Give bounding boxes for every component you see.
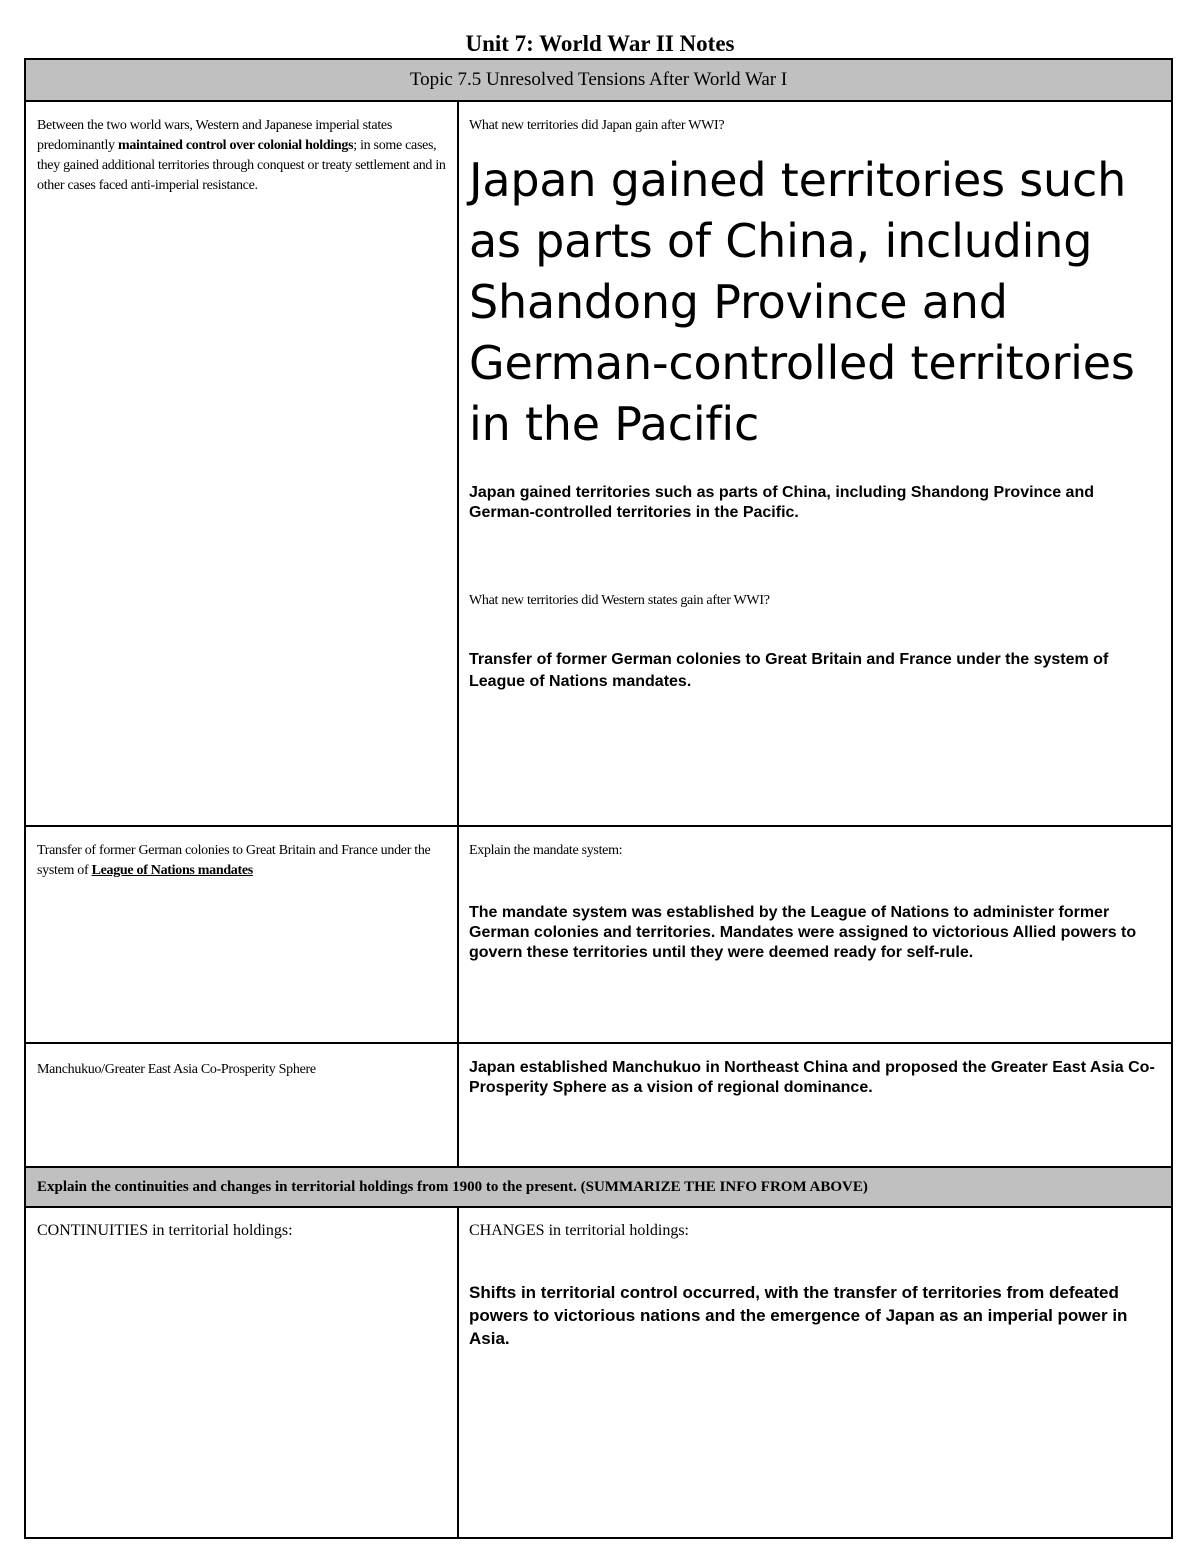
summary-prompt: Explain the continuities and changes in territorial holdings from 1900 to the present. (SUMMARIZE THE INFO FROM ABOVE): [25, 1167, 1172, 1207]
answer-cell-manchukuo: [458, 1043, 1172, 1167]
answer-japan-territories[interactable]: Japan gained territories such as parts of China, including Shandong Province and German-controlled territories in the Pacific.: [469, 484, 1094, 521]
table-row: [25, 101, 1172, 826]
document-title: Unit 7: World War II Notes: [465, 31, 735, 56]
note-text: ; in some cases, they gained additional territories through conquest or treaty settlement and in other cases faced anti-imperial resistance.: [37, 138, 446, 193]
answer-japan-territories-large[interactable]: Japan gained territories such as parts of China, including Shandong Province and German-controlled territories in the Pacific: [469, 153, 1135, 451]
changes-label: CHANGES in territorial holdings:: [469, 1222, 689, 1239]
note-emphasis: maintained control over colonial holdings: [117, 138, 354, 153]
changes-answer[interactable]: Shifts in territorial control occurred, with the transfer of territories from defeated powers to victorious nations and the emergence of Japan as an imperial power in Asia.: [469, 1283, 1128, 1348]
question-mandate-system: Explain the mandate system:: [469, 843, 623, 858]
table-row: [25, 1043, 1172, 1167]
note-emphasis: League of Nations mandates: [91, 863, 253, 878]
question-japan-territories: What new territories did Japan gain after WWI?: [469, 118, 725, 133]
answer-manchukuo[interactable]: Japan established Manchukuo in Northeast China and proposed the Greater East Asia Co-Prosperity Sphere as a vision of regional dominance.: [469, 1059, 1155, 1096]
notes-cell-mandates: [25, 826, 458, 1043]
imperial-control-note: [26, 102, 457, 196]
notes-table: [24, 58, 1173, 1539]
answer-cell-territories: [458, 101, 1172, 826]
note-text: Between the two world wars, Western and Japanese imperial states predominantly: [37, 118, 392, 153]
mandates-note: [26, 827, 457, 881]
table-row: [25, 1207, 1172, 1538]
changes-cell: [458, 1207, 1172, 1538]
continuities-label: CONTINUITIES in territorial holdings:: [37, 1222, 293, 1239]
topic-header: Topic 7.5 Unresolved Tensions After World War I: [25, 59, 1172, 101]
topic-header-row: [25, 59, 1172, 101]
continuities-cell: [25, 1207, 458, 1538]
question-western-territories: What new territories did Western states gain after WWI?: [469, 593, 770, 608]
table-row: [25, 826, 1172, 1043]
answer-western-territories[interactable]: Transfer of former German colonies to Great Britain and France under the system of League of Nations mandates.: [469, 651, 1109, 690]
summary-header-row: [25, 1167, 1172, 1207]
note-text: Transfer of former German colonies to Great Britain and France under the system of: [37, 843, 431, 878]
notes-cell-manchukuo: [25, 1043, 458, 1167]
manchukuo-note: Manchukuo/Greater East Asia Co-Prosperity Sphere: [37, 1062, 316, 1077]
notes-cell-imperial-control: [25, 101, 458, 826]
answer-cell-mandate-system: [458, 826, 1172, 1043]
answer-mandate-system[interactable]: The mandate system was established by the League of Nations to administer former German colonies and territories. Mandates were assigned to victorious Allied powers to govern these territories until they were deemed ready for self-rule.: [469, 904, 1137, 961]
